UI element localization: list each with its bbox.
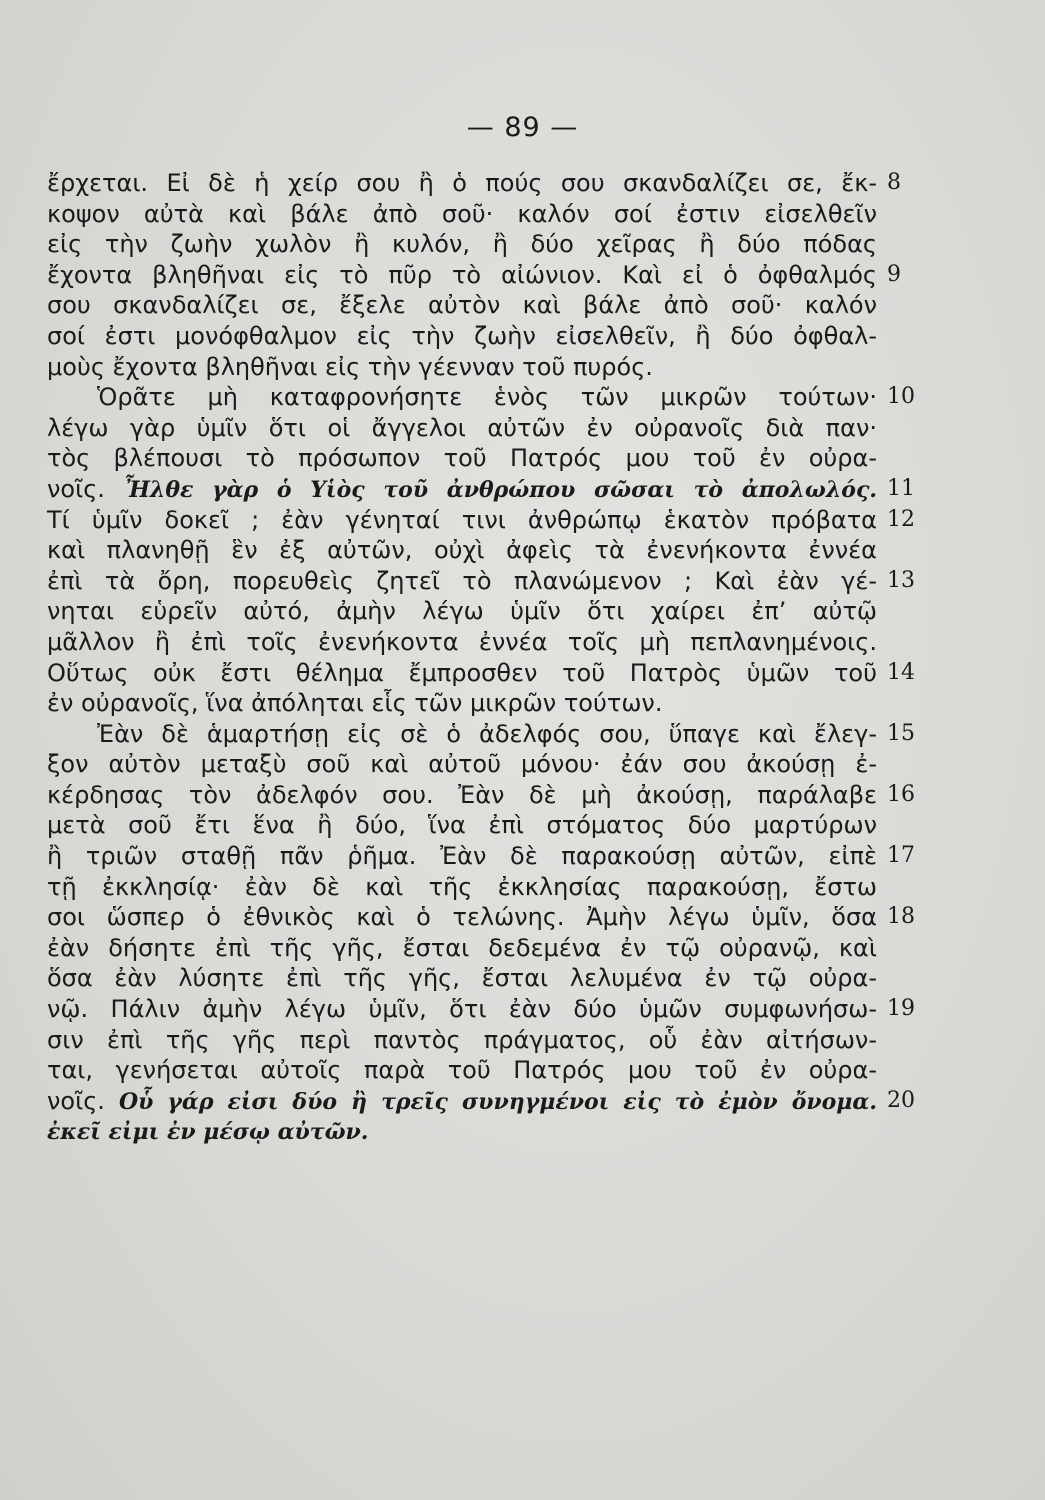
verse-number: 8 bbox=[887, 170, 901, 195]
page-number: — 89 — bbox=[466, 112, 579, 143]
text-line bbox=[47, 688, 877, 719]
verse-number: 10 bbox=[887, 384, 915, 410]
verse-number: 18 bbox=[887, 904, 915, 930]
line-text: μᾶλλον ἢ ἐπὶ τοῖς ἐνενήκοντα ἐννέα τοῖς μὴ πεπλανημένοις. bbox=[47, 627, 877, 656]
text-line bbox=[47, 749, 877, 780]
line-text: ἐν οὐρανοῖς, ἵνα ἀπόληται εἷς τῶν μικρῶν τούτων. bbox=[47, 689, 663, 718]
text-line bbox=[47, 321, 877, 352]
text-line bbox=[47, 1055, 877, 1086]
verse-number: 14 bbox=[887, 659, 915, 685]
line-text: εἰς τὴν ζωὴν χωλὸν ἢ κυλόν, ἢ δύο χεῖρας ἢ δύο πόδας bbox=[47, 230, 877, 259]
text-line bbox=[47, 780, 877, 811]
line-text: ἐὰν δήσητε ἐπὶ τῆς γῆς, ἔσται δεδεμένα ἐν τῷ οὐρανῷ, καὶ bbox=[47, 933, 877, 962]
text-line bbox=[47, 719, 877, 750]
line-text: νῷ. Πάλιν ἀμὴν λέγω ὑμῖν, ὅτι ἐὰν δύο ὑμῶν συμφωνήσω- bbox=[47, 995, 877, 1024]
text-line bbox=[47, 535, 877, 566]
line-text: ἐπὶ τὰ ὄρη, πορευθεὶς ζητεῖ τὸ πλανώμενον ; Καὶ ἐὰν γέ- bbox=[47, 566, 877, 595]
line-text: λέγω γὰρ ὑμῖν ὅτι οἱ ἄγγελοι αὐτῶν ἐν οὐρανοῖς διὰ παν· bbox=[47, 413, 877, 442]
text-line bbox=[47, 566, 877, 597]
text-line bbox=[47, 168, 877, 199]
text-line bbox=[47, 1116, 877, 1147]
verse-number: 16 bbox=[887, 782, 915, 807]
line-text: σοι ὥσπερ ὁ ἐθνικὸς καὶ ὁ τελώνης. Ἀμὴν λέγω ὑμῖν, ὅσα bbox=[47, 903, 877, 932]
line-text: καὶ πλανηθῇ ἓν ἐξ αὐτῶν, οὐχὶ ἀφεὶς τὰ ἐνενήκοντα ἐννέα bbox=[47, 536, 877, 565]
text-line bbox=[47, 1086, 877, 1117]
text-line bbox=[47, 505, 877, 536]
text-line bbox=[47, 810, 877, 841]
line-text: τὸς βλέπουσι τὸ πρόσωπον τοῦ Πατρός μου τοῦ ἐν οὐρα- bbox=[47, 444, 877, 473]
line-text: Οὕτως οὐκ ἔστι θέλημα ἔμπροσθεν τοῦ Πατρὸς ὑμῶν τοῦ bbox=[47, 658, 877, 687]
line-text: Τί ὑμῖν δοκεῖ ; ἐὰν γένηταί τινι ἀνθρώπῳ ἑκατὸν πρόβατα bbox=[47, 505, 877, 534]
text-line bbox=[47, 260, 877, 291]
line-text: ὅσα ἐὰν λύσητε ἐπὶ τῆς γῆς, ἔσται λελυμένα ἐν τῷ οὐρα- bbox=[47, 964, 877, 993]
text-line bbox=[47, 1025, 877, 1056]
line-text: ται, γενήσεται αὐτοῖς παρὰ τοῦ Πατρός μου τοῦ ἐν οὐρα- bbox=[47, 1056, 877, 1085]
line-text: σου σκανδαλίζει σε, ἔξελε αὐτὸν καὶ βάλε ἀπὸ σοῦ· καλόν bbox=[47, 291, 877, 320]
text-line bbox=[47, 229, 877, 260]
line-text: ἢ τριῶν σταθῇ πᾶν ῥῆμα. Ἐὰν δὲ παρακούσῃ αὐτῶν, εἰπὲ bbox=[47, 842, 877, 871]
verse-number: 15 bbox=[887, 720, 915, 746]
text-line bbox=[47, 382, 877, 413]
line-text: κέρδησας τὸν ἀδελφόν σου. Ἐὰν δὲ μὴ ἀκούσῃ, παράλαβε bbox=[47, 780, 877, 809]
verse-number: 13 bbox=[887, 567, 915, 593]
text-line bbox=[47, 902, 877, 933]
text-line bbox=[47, 596, 877, 627]
text-line bbox=[47, 933, 877, 964]
line-text: νοῖς. bbox=[47, 1086, 119, 1115]
line-text: μοὺς ἔχοντα βληθῆναι εἰς τὴν γέενναν τοῦ πυρός. bbox=[47, 352, 653, 381]
text-line bbox=[47, 199, 877, 230]
verse-number: 11 bbox=[887, 476, 915, 501]
verse-number: 12 bbox=[887, 506, 915, 532]
line-text: σοί ἐστι μονόφθαλμον εἰς τὴν ζωὴν εἰσελθεῖν, ἢ δύο ὀφθαλ- bbox=[47, 321, 877, 350]
body-text bbox=[47, 168, 877, 1147]
line-text: ξον αὐτὸν μεταξὺ σοῦ καὶ αὐτοῦ μόνου· ἐάν σου ἀκούσῃ ἐ- bbox=[47, 750, 877, 779]
line-text: τῇ ἐκκλησίᾳ· ἐὰν δὲ καὶ τῆς ἐκκλησίας παρακούσῃ, ἔστω bbox=[47, 872, 877, 901]
verse-number: 20 bbox=[887, 1088, 915, 1113]
text-line bbox=[47, 627, 877, 658]
line-text: κοψον αὐτὰ καὶ βάλε ἀπὸ σοῦ· καλόν σοί ἐστιν εἰσελθεῖν bbox=[47, 199, 877, 228]
emphasized-text: Ἦλθε γὰρ ὁ Υἱὸς τοῦ ἀνθρώπου σῶσαι τὸ ἀπολωλός. bbox=[123, 476, 877, 503]
verse-number: 17 bbox=[887, 843, 915, 869]
text-line bbox=[47, 443, 877, 474]
emphasized-text: Οὗ γάρ εἰσι δύο ἢ τρεῖς συνηγμένοι εἰς τὸ ἐμὸν ὄνομα. bbox=[118, 1088, 878, 1115]
text-line bbox=[47, 963, 877, 994]
text-line bbox=[47, 994, 877, 1025]
line-text: νοῖς. bbox=[47, 474, 124, 503]
text-line bbox=[47, 841, 877, 872]
line-text: νηται εὑρεῖν αὐτό, ἀμὴν λέγω ὑμῖν ὅτι χαίρει ἐπ’ αὐτῷ bbox=[47, 597, 877, 626]
text-line bbox=[47, 658, 877, 689]
verse-number: 9 bbox=[887, 261, 901, 287]
text-line bbox=[47, 290, 877, 321]
line-text: ἔχοντα βληθῆναι εἰς τὸ πῦρ τὸ αἰώνιον. Καὶ εἰ ὁ ὀφθαλμός bbox=[47, 260, 877, 289]
text-line bbox=[47, 413, 877, 444]
line-text: σιν ἐπὶ τῆς γῆς περὶ παντὸς πράγματος, οὗ ἐὰν αἰτήσων- bbox=[47, 1025, 877, 1054]
line-text: μετὰ σοῦ ἔτι ἕνα ἢ δύο, ἵνα ἐπὶ στόματος δύο μαρτύρων bbox=[47, 811, 877, 840]
text-line bbox=[47, 352, 877, 383]
emphasized-text: ἐκεῖ εἰμι ἐν μέσῳ αὐτῶν. bbox=[47, 1119, 369, 1146]
line-text: ἔρχεται. Εἰ δὲ ἡ χείρ σου ἢ ὁ πούς σου σκανδαλίζει σε, ἔκ- bbox=[47, 169, 877, 197]
text-line bbox=[47, 474, 877, 505]
text-line bbox=[47, 872, 877, 903]
line-text: Ὁρᾶτε μὴ καταφρονήσητε ἑνὸς τῶν μικρῶν τούτων· bbox=[97, 383, 877, 412]
line-text: Ἐὰν δὲ ἁμαρτήσῃ εἰς σὲ ὁ ἀδελφός σου, ὕπαγε καὶ ἔλεγ- bbox=[97, 719, 877, 748]
verse-number: 19 bbox=[887, 996, 915, 1022]
